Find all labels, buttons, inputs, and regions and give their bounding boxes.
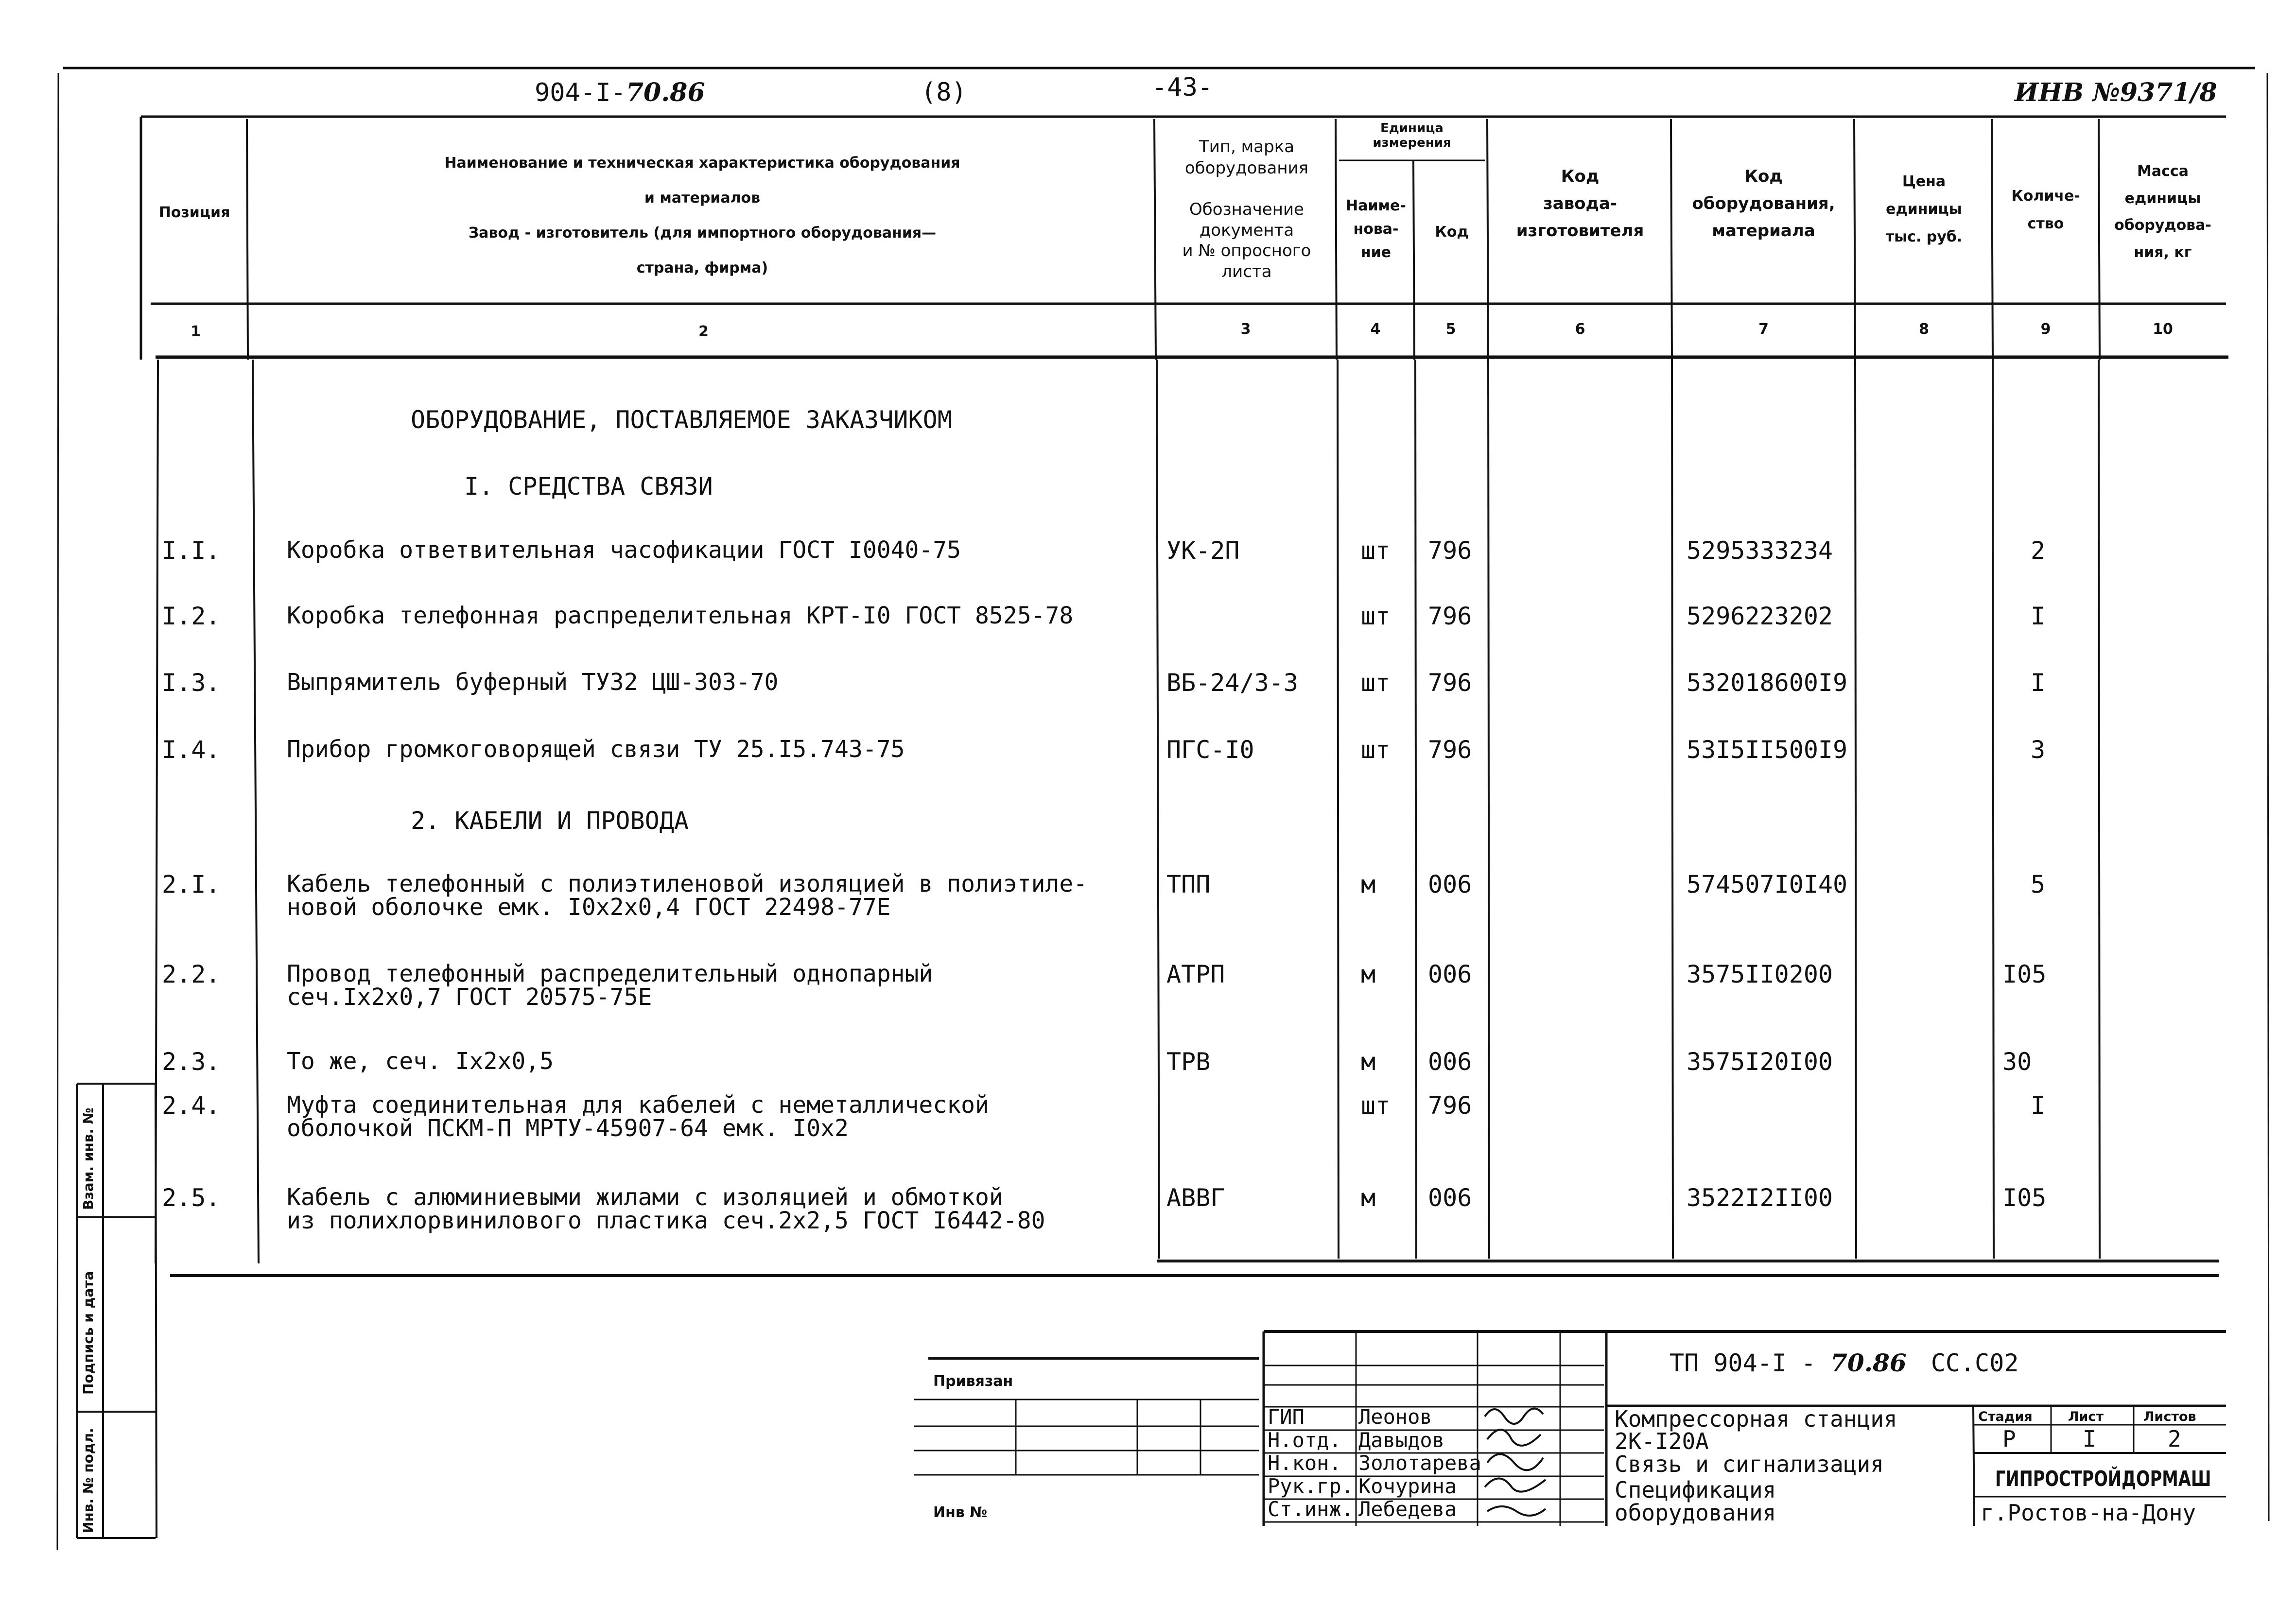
signature-name: Леонов	[1358, 1405, 1432, 1429]
row-position: 2.3.	[162, 1048, 221, 1076]
section-1-title: I. СРЕДСТВА СВЯЗИ	[464, 472, 713, 501]
row-type: АТРП	[1166, 960, 1225, 988]
signature-2	[1487, 1430, 1541, 1446]
signature-1	[1485, 1409, 1543, 1424]
row-material-code: 5296223202	[1687, 602, 1833, 630]
signature-name: Лебедева	[1358, 1497, 1457, 1521]
signature-role: Н.кон.	[1268, 1451, 1341, 1475]
side-stamp-orig-inv: Инв. № подл.	[80, 1428, 96, 1533]
signature-4	[1485, 1479, 1546, 1492]
signature-role: Рук.гр.	[1268, 1474, 1354, 1498]
side-stamp-signature-date: Подпись и дата	[80, 1271, 96, 1395]
row-material-code: 532018600I9	[1687, 669, 1848, 697]
sheets-label: Листов	[2143, 1409, 2196, 1424]
row-quantity: 3	[2031, 736, 2046, 764]
col-header-position: Позиция	[158, 204, 230, 221]
inventory-number: ИНВ №9371/8	[2015, 78, 2217, 107]
row-type: ПГС-I0	[1166, 736, 1254, 764]
col-num-8: 8	[1919, 321, 1929, 338]
row-unit-code: 006	[1428, 1184, 1472, 1212]
row-type: ТРВ	[1166, 1048, 1211, 1076]
col-header-unit-name: Наиме- нова- ние	[1346, 197, 1406, 261]
col-num-4: 4	[1370, 321, 1381, 338]
row-unit: м	[1361, 870, 1376, 899]
row-type: УК-2П	[1166, 536, 1240, 565]
row-name-line-2: из полихлорвинилового пластика сеч.2х2,5 ГОСТ I6442-80	[287, 1207, 1045, 1234]
drawing-code-handwritten: 70.86	[1830, 1348, 1907, 1377]
row-unit-code: 006	[1428, 960, 1472, 988]
row-unit-code: 006	[1428, 870, 1472, 899]
row-unit: м	[1361, 1184, 1376, 1212]
row-material-code: 5295333234	[1687, 536, 1833, 565]
row-unit-code: 796	[1428, 736, 1472, 764]
row-quantity: I05	[2002, 1184, 2047, 1212]
signature-3	[1487, 1454, 1543, 1470]
row-type: ВБ-24/3-3	[1166, 669, 1298, 697]
row-quantity: I	[2031, 1091, 2046, 1120]
row-unit: шт	[1361, 536, 1391, 565]
stage-value: Р	[2002, 1426, 2016, 1452]
row-name: То же, сеч. Iх2х0,5	[287, 1048, 554, 1075]
col-num-7: 7	[1758, 321, 1769, 338]
sheets-value: 2	[2168, 1426, 2181, 1452]
row-type: АВВГ	[1166, 1184, 1225, 1212]
sheet-value: I	[2083, 1426, 2096, 1452]
row-position: 2.I.	[162, 870, 221, 899]
inv-no-label: Инв №	[933, 1504, 988, 1521]
row-material-code: 574507I0I40	[1687, 870, 1848, 899]
row-material-code: 3575II0200	[1687, 960, 1833, 988]
section-2-title: 2. КАБЕЛИ И ПРОВОДА	[411, 807, 689, 835]
row-name: Коробка ответвительная часофикации ГОСТ I0040-75	[287, 536, 961, 564]
row-name: Кабель телефонный с полиэтиленовой изоляцией в полиэтиле-	[287, 870, 1088, 898]
sheet-label: Лист	[2068, 1409, 2104, 1424]
row-quantity: 30	[2002, 1048, 2032, 1076]
row-unit: шт	[1361, 1091, 1391, 1120]
col-num-5: 5	[1445, 321, 1456, 338]
row-unit: шт	[1361, 602, 1391, 630]
signature-name: Давыдов	[1358, 1428, 1445, 1452]
col-num-6: 6	[1575, 321, 1585, 338]
project-line-3: Связь и сигнализация	[1615, 1451, 1884, 1477]
col-header-price: Цена единицы тыс. руб.	[1885, 173, 1963, 245]
section-main-title: ОБОРУДОВАНИЕ, ПОСТАВЛЯЕМОЕ ЗАКАЗЧИКОМ	[411, 406, 952, 434]
drawing-code-prefix: ТП 904-I -	[1670, 1349, 1816, 1377]
col-header-unit-group: Единица измерения	[1373, 121, 1451, 150]
row-quantity: I	[2031, 602, 2046, 630]
col-num-2: 2	[698, 323, 709, 340]
drawing-code-suffix: СС.С02	[1931, 1349, 2019, 1377]
row-name-line-2: оболочкой ПСКМ-П МРТУ-45907-64 емк. I0x2	[287, 1115, 849, 1142]
row-unit-code: 796	[1428, 602, 1472, 630]
row-type: ТПП	[1166, 870, 1211, 899]
row-name-line-2: сеч.Iх2х0,7 ГОСТ 20575-75Е	[287, 984, 652, 1011]
row-unit-code: 796	[1428, 1091, 1472, 1120]
row-material-code: 3522I2II00	[1687, 1184, 1833, 1212]
row-quantity: 5	[2031, 870, 2046, 899]
organization-city: г.Ростов-на-Дону	[1981, 1500, 2196, 1526]
col-header-mass: Масса единицы оборудова- ния, кг	[2114, 163, 2211, 261]
row-quantity: 2	[2031, 536, 2046, 565]
row-unit-code: 006	[1428, 1048, 1472, 1076]
row-name: Провод телефонный распределительный однопарный	[287, 960, 933, 987]
page-number: -43-	[1152, 73, 1213, 102]
row-unit: шт	[1361, 736, 1391, 764]
row-position: 2.4.	[162, 1091, 221, 1120]
privyazan-label: Привязан	[933, 1373, 1013, 1390]
row-name-line-2: новой оболочке емк. I0x2x0,4 ГОСТ 22498-77Е	[287, 894, 891, 921]
col-header-unit-code: Код	[1435, 224, 1469, 241]
row-unit-code: 796	[1428, 669, 1472, 697]
col-num-10: 10	[2153, 321, 2173, 338]
signature-name: Золотарева	[1358, 1451, 1481, 1475]
row-name: Кабель с алюминиевыми жилами с изоляцией и обмоткой	[287, 1184, 1003, 1211]
col-num-3: 3	[1240, 321, 1251, 338]
row-unit-code: 796	[1428, 536, 1472, 565]
side-stamp-replace-inv: Взам. инв. №	[80, 1107, 96, 1210]
signature-role: Н.отд.	[1268, 1428, 1341, 1452]
row-position: 2.5.	[162, 1184, 221, 1212]
project-line-2: 2К-I20А	[1615, 1428, 1709, 1454]
row-unit: м	[1361, 960, 1376, 988]
sheet-number: (8)	[921, 78, 967, 107]
doc-code-handwritten: 70.86	[626, 78, 705, 107]
col-header-material-code: Код оборудования, материала	[1692, 167, 1835, 241]
project-line-1: Компрессорная станция	[1615, 1406, 1897, 1432]
col-header-doc: Обозначение документа и № опросного листа	[1182, 200, 1311, 281]
row-unit: м	[1361, 1048, 1376, 1076]
row-name: Муфта соединительная для кабелей с неметаллической	[287, 1091, 989, 1119]
title-line-1: Спецификация	[1615, 1477, 1776, 1503]
col-header-factory-code: Код завода- изготовителя	[1516, 167, 1644, 241]
row-unit: шт	[1361, 669, 1391, 697]
col-header-name: Наименование и техническая характеристика оборудования и материалов Завод - изготовитель (для импортного оборудования— страна, фирма)	[444, 155, 960, 276]
row-quantity: I	[2031, 669, 2046, 697]
signature-role: Ст.инж.	[1268, 1497, 1354, 1521]
doc-code-prefix: 904-I-	[535, 78, 626, 107]
stage-label: Стадия	[1978, 1409, 2033, 1424]
row-name: Выпрямитель буферный ТУ32 ЦШ-303-70	[287, 669, 779, 696]
row-material-code: 53I5II500I9	[1687, 736, 1848, 764]
row-position: 2.2.	[162, 960, 221, 988]
row-position: I.3.	[162, 669, 221, 697]
row-position: I.4.	[162, 736, 221, 764]
row-position: I.2.	[162, 602, 221, 630]
organization-name: ГИПРОСТРОЙДОРМАШ	[1995, 1467, 2211, 1491]
row-position: I.I.	[162, 536, 221, 565]
signature-role: ГИП	[1268, 1405, 1305, 1429]
row-material-code: 3575I20I00	[1687, 1048, 1833, 1076]
row-quantity: I05	[2002, 960, 2047, 988]
title-line-2: оборудования	[1615, 1500, 1776, 1526]
signature-5	[1487, 1506, 1546, 1516]
signature-name: Кочурина	[1358, 1474, 1457, 1498]
col-header-quantity: Количе- ство	[2011, 188, 2080, 232]
col-header-type: Тип, марка оборудования	[1184, 137, 1309, 178]
row-name: Прибор громкоговорящей связи ТУ 25.I5.743-75	[287, 736, 905, 763]
col-num-1: 1	[191, 323, 201, 340]
col-num-9: 9	[2040, 321, 2051, 338]
row-name: Коробка телефонная распределительная КРТ-I0 ГОСТ 8525-78	[287, 602, 1074, 629]
